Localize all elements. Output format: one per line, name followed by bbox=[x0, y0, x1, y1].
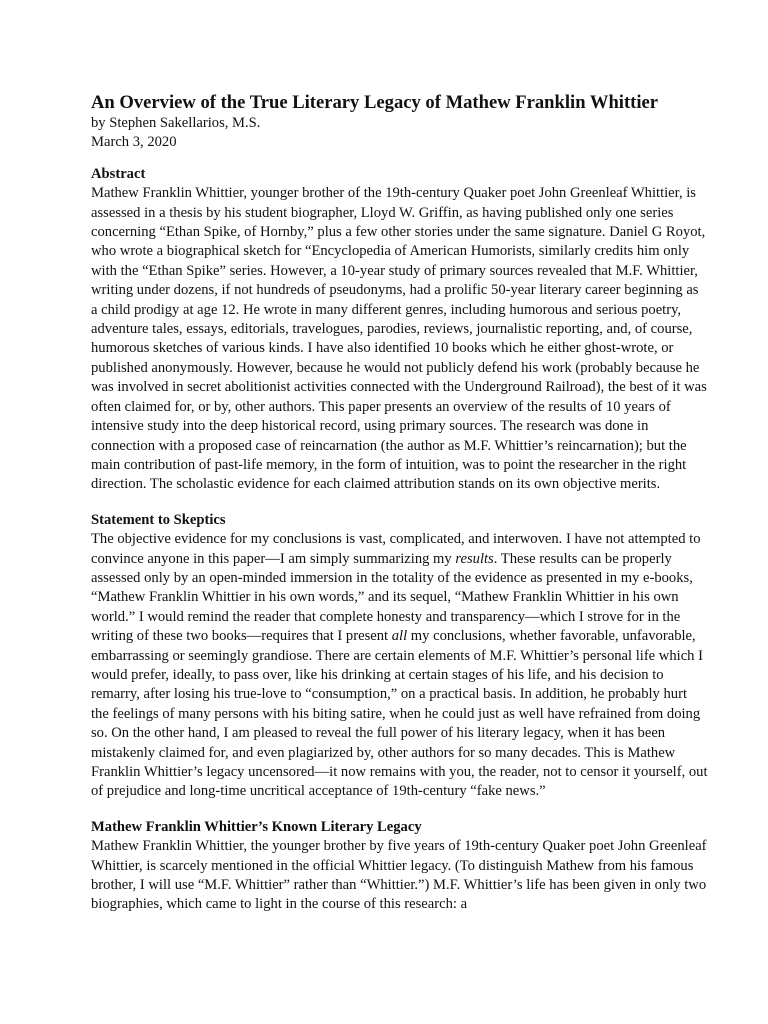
abstract-paragraph: Mathew Franklin Whittier, younger brother of the 19th-century Quaker poet John Greenleaf Whittier, is assessed in a thesis by his student biographer, Lloyd W. Griffin, as having published only one series concerning “Ethan Spike, of Hornby,” plus a few other stories under the same signature. Daniel G Royot, who wrote a biographical sketch for “Encyclopedia of American Humorists, similarly credits him only with the “Ethan Spike” series. However, a 10-year study of primary sources revealed that M.F. Whittier, writing under dozens, if not hundreds of pseudonyms, had a prolific 50-year literary career beginning as a child prodigy at age 12. He wrote in many different genres, including humorous and serious poetry, adventure tales, essays, editorials, travelogues, parodies, reviews, journalistic reporting, and, of course, humorous sketches of various kinds. I have also identified 10 books which he either ghost-wrote, or published anonymously. However, because he would not publicly defend his work (probably because he was involved in secret abolitionist activities connected with the Underground Railroad), the best of it was often claimed for, or by, other authors. This paper presents an overview of the results of 10 years of intensive study into the deep historical record, using primary sources. The research was done in connection with a proposed case of reincarnation (the author as M.F. Whittier’s reincarnation); but the main contribution of past-life memory, in the form of intuition, was to point the researcher in the right direction. The scholastic evidence for each claimed attribution stands on its own objective merits. bbox=[91, 185, 707, 493]
abstract-heading: Abstract bbox=[91, 165, 146, 182]
skeptics-text-part-3: my conclusions, whether favorable, unfavorable, embarrassing or seemingly grandiose. There are certain elements of M.F. Whittier’s personal life which I would prefer, ideally, to pass over, like his drinking at certain stages of his life, and his decision to remarry, after losing his true-love to “consumption,” on a practical basis. In addition, he probably hurt the feelings of many persons with his biting satire, when he could just as well have refrained from doing so. On the other hand, I am pleased to reveal the full power of his literary legacy, when it has been mistakenly claimed for, and even plagiarized by, other authors for so many decades. This is Mathew Franklin Whittier’s legacy uncensored—it now remains with you, the reader, not to censor it yourself, out of prejudice and long-time uncritical acceptance of 19th-century “fake news.” bbox=[91, 628, 708, 800]
skeptics-text-part-1: The objective evidence for my conclusions is vast, complicated, and interwoven. I have not attempted to convince anyone in this paper—I am simply summarizing my bbox=[91, 531, 701, 567]
abstract-section bbox=[91, 165, 708, 495]
legacy-heading: Mathew Franklin Whittier’s Known Literary Legacy bbox=[91, 818, 422, 835]
document-date: March 3, 2020 bbox=[91, 134, 177, 151]
skeptics-heading: Statement to Skeptics bbox=[91, 511, 226, 528]
skeptics-paragraph bbox=[91, 530, 708, 802]
skeptics-text-part-2: . These results can be properly assessed only by an open-minded immersion in the totality of the evidence as presented in my e-books, “Mathew Franklin Whittier in his own words,” and its sequel, “Mathew Franklin Whittier in his own world.” I would remind the reader that complete honesty and transparency—which I strove for in the writing of these two books—requires that I present bbox=[91, 550, 693, 645]
all-emphasis: all bbox=[391, 628, 408, 645]
author-byline: by Stephen Sakellarios, M.S. bbox=[91, 115, 261, 131]
legacy-section bbox=[91, 818, 708, 915]
legacy-paragraph: Mathew Franklin Whittier, the younger brother by five years of 19th-century Quaker poet John Greenleaf Whittier, is scarcely mentioned in the official Whittier legacy. (To distinguish Mathew from his famous brother, I will use “M.F. Whittier” rather than “Whittier.”) M.F. Whittier’s life has been given in only two biographies, which came to light in the course of this research: a bbox=[91, 838, 707, 913]
document-title: An Overview of the True Literary Legacy of Mathew Franklin Whittier bbox=[91, 92, 659, 113]
results-emphasis: results bbox=[455, 550, 494, 567]
skeptics-section bbox=[91, 511, 708, 802]
